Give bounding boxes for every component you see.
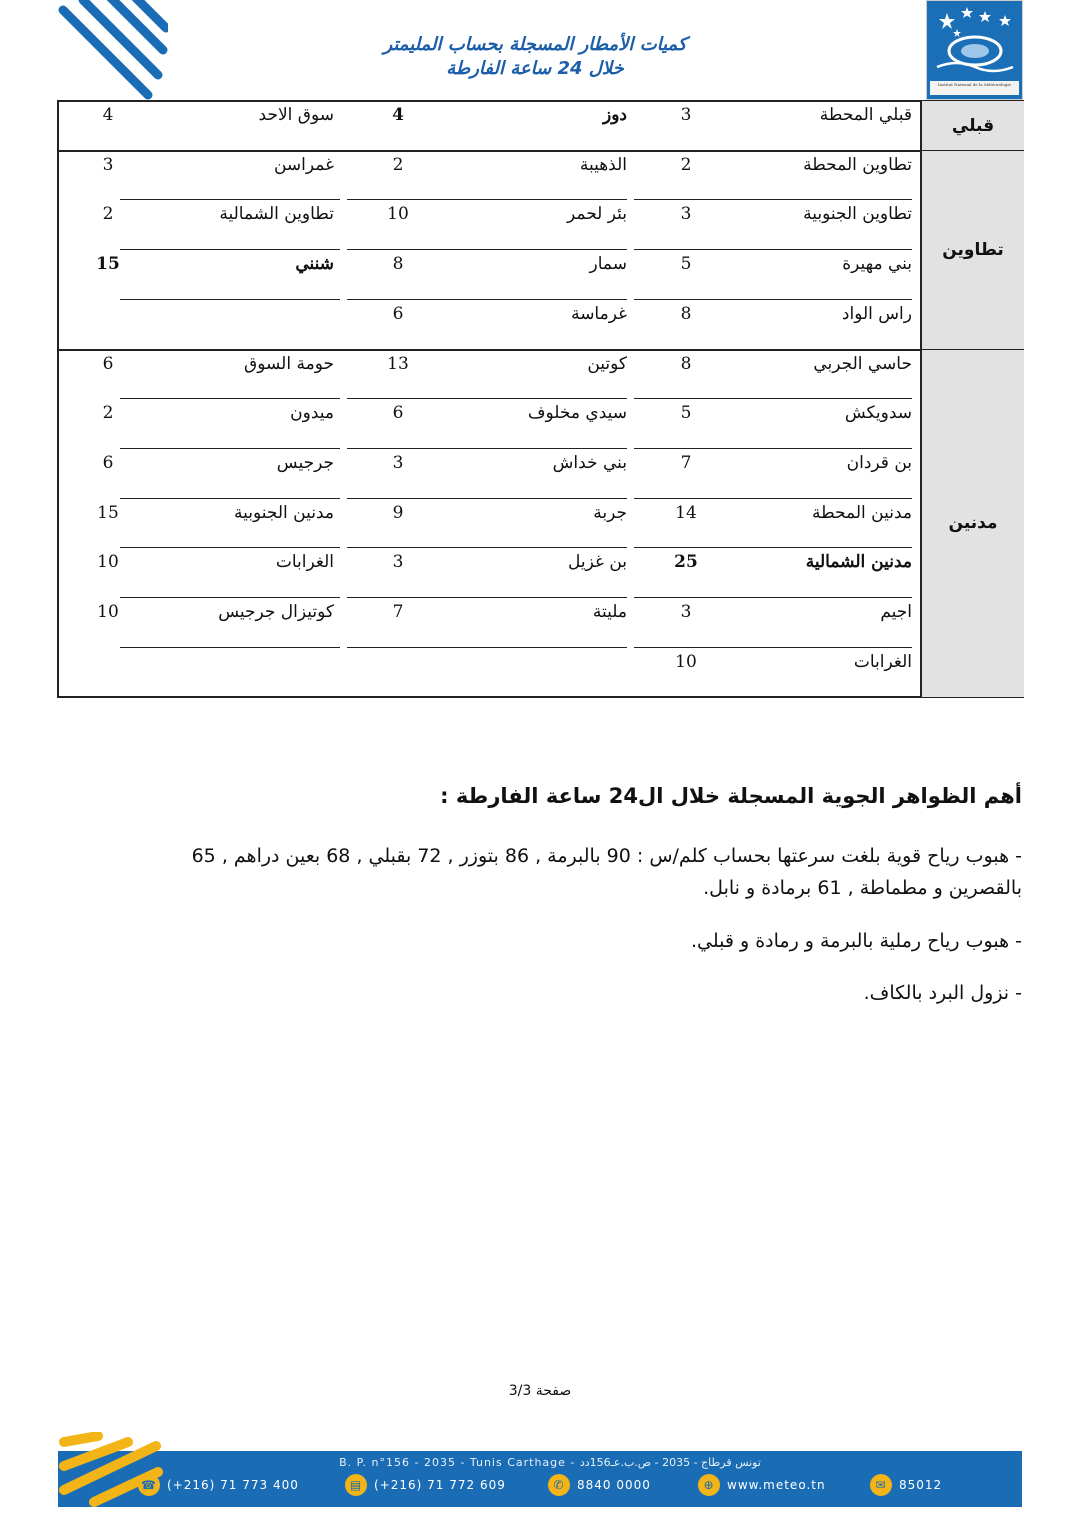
rainfall-value: 8 bbox=[392, 254, 404, 275]
row-divider bbox=[634, 448, 912, 449]
station-name: سيدي مخلوف bbox=[527, 403, 627, 424]
station-name: بئر لحمر bbox=[566, 204, 627, 225]
rainfall-value: 8 bbox=[680, 303, 692, 324]
rainfall-value: 10 bbox=[97, 552, 119, 573]
footer-address: B. P. n°156 - 2035 - Tunis Carthage - تونس قرطاج - 2035 - ص.ب.عـ156دد bbox=[339, 1456, 761, 1469]
station-name: حومة السوق bbox=[244, 353, 334, 374]
station-name: حاسي الجربي bbox=[813, 353, 912, 374]
footer-yellow-stripes bbox=[58, 1432, 168, 1508]
region-label: قبلي bbox=[920, 101, 1024, 151]
station-name: كوتيزال جرجيس bbox=[218, 602, 334, 622]
row-divider bbox=[120, 647, 340, 648]
station-name: غرماسة bbox=[571, 303, 627, 324]
station-name: غمراسن bbox=[273, 154, 334, 175]
row-divider bbox=[634, 547, 912, 548]
station-name: بن غزيل bbox=[568, 552, 627, 573]
row-divider bbox=[120, 597, 340, 598]
logo-caption: Institut National de la Météorologie bbox=[930, 81, 1019, 95]
rainfall-value: 6 bbox=[392, 403, 404, 424]
row-divider bbox=[120, 398, 340, 399]
rainfall-value: 8 bbox=[680, 353, 692, 374]
footer-website-link[interactable]: www.meteo.tn bbox=[727, 1478, 826, 1492]
rainfall-value: 6 bbox=[392, 303, 404, 324]
station-name: سدويكش bbox=[844, 403, 912, 424]
station-name: اجيم bbox=[880, 602, 912, 622]
station-name: جرجيس bbox=[276, 452, 334, 473]
phenomena-title: أهم الظواهر الجوية المسجلة خلال ال24 ساعة الفارطة : bbox=[440, 784, 1022, 808]
footer-sms-text: 85012 bbox=[899, 1478, 943, 1492]
station-name: مدنين المحطة bbox=[812, 502, 912, 523]
row-divider bbox=[634, 199, 912, 200]
row-divider bbox=[634, 498, 912, 499]
station-name: جربة bbox=[593, 502, 627, 523]
phone-icon: ☎ bbox=[138, 1474, 160, 1496]
row-divider bbox=[347, 398, 627, 399]
row-divider bbox=[347, 199, 627, 200]
rainfall-value: 10 bbox=[387, 204, 409, 225]
rainfall-value: 3 bbox=[392, 452, 404, 473]
rainfall-value: 7 bbox=[680, 452, 692, 473]
footer-phone-text: (+216) 71 773 400 bbox=[167, 1478, 299, 1492]
station-name: الذهيبة bbox=[579, 154, 627, 175]
row-divider bbox=[634, 647, 912, 648]
row-divider bbox=[347, 597, 627, 598]
station-name: بن قردان bbox=[846, 452, 912, 473]
station-name: مليتة bbox=[592, 602, 627, 622]
page-title: كميات الأمطار المسجلة بحساب المليمتر bbox=[383, 34, 687, 55]
row-divider bbox=[120, 498, 340, 499]
row-divider bbox=[634, 249, 912, 250]
rainfall-value: 3 bbox=[680, 602, 692, 622]
region-label: تطاوين bbox=[920, 151, 1024, 350]
row-divider bbox=[347, 547, 627, 548]
header-stripes bbox=[58, 0, 168, 100]
rainfall-value: 15 bbox=[97, 502, 119, 523]
rainfall-value: 2 bbox=[102, 403, 114, 424]
footer-fax-text: (+216) 71 772 609 bbox=[374, 1478, 506, 1492]
station-name: راس الواد bbox=[841, 303, 912, 324]
rainfall-value: 3 bbox=[392, 552, 404, 573]
row-divider bbox=[120, 299, 340, 300]
fax-icon: ▤ bbox=[345, 1474, 367, 1496]
footer-sms bbox=[870, 1474, 942, 1496]
station-name: تطاوين المحطة bbox=[803, 154, 912, 175]
rainfall-value: 2 bbox=[680, 154, 692, 175]
rainfall-value: 10 bbox=[675, 651, 697, 672]
station-name: سوق الاحد bbox=[258, 105, 334, 125]
globe-icon: ⊕ bbox=[698, 1474, 720, 1496]
station-name: بني خداش bbox=[552, 452, 627, 473]
station-name: مدنين الشمالية bbox=[805, 552, 912, 573]
row-divider bbox=[634, 597, 912, 598]
footer-free-number-text: 8840 0000 bbox=[577, 1478, 651, 1492]
rainfall-value: 3 bbox=[680, 105, 692, 125]
footer-phone bbox=[138, 1474, 299, 1496]
footer-website[interactable] bbox=[698, 1474, 826, 1496]
phenomenon-item: - نزول البرد بالكاف. bbox=[863, 982, 1022, 1004]
rainfall-value: 5 bbox=[680, 254, 692, 275]
region-divider bbox=[57, 150, 1024, 152]
rainfall-value: 10 bbox=[97, 602, 119, 622]
phenomenon-item: - هبوب رياح قوية بلغت سرعتها بحساب كلم/س : 90 بالبرمة , 86 بتوزر , 72 بقبلي , 68 بعين دراهم , 65 بالقصرين و مطماطة , 61 برمادة و نابل. bbox=[191, 845, 1022, 899]
row-divider bbox=[634, 398, 912, 399]
region-divider bbox=[57, 349, 1024, 351]
rainfall-value: 25 bbox=[674, 552, 698, 573]
row-divider bbox=[347, 249, 627, 250]
row-divider bbox=[347, 448, 627, 449]
chat-icon: ✆ bbox=[548, 1474, 570, 1496]
station-name: شنني bbox=[295, 254, 334, 275]
station-name: سمار bbox=[589, 254, 627, 275]
station-name: بني مهيرة bbox=[842, 254, 912, 275]
rainfall-value: 14 bbox=[675, 502, 697, 523]
phenomenon-item: - هبوب رياح رملية بالبرمة و رمادة و قبلي. bbox=[690, 930, 1022, 952]
row-divider bbox=[120, 448, 340, 449]
rainfall-value: 2 bbox=[392, 154, 404, 175]
rainfall-value: 9 bbox=[392, 502, 404, 523]
station-name: ميدون bbox=[290, 403, 334, 424]
station-name: تطاوين الشمالية bbox=[219, 204, 334, 225]
sms-icon: ✉ bbox=[870, 1474, 892, 1496]
rainfall-value: 4 bbox=[102, 105, 114, 125]
station-name: دوز bbox=[603, 105, 627, 125]
institute-logo bbox=[926, 0, 1023, 100]
footer-free-number bbox=[548, 1474, 651, 1496]
footer-fax bbox=[345, 1474, 506, 1496]
rainfall-value: 6 bbox=[102, 353, 114, 374]
rainfall-value: 13 bbox=[387, 353, 409, 374]
station-name: كوتين bbox=[587, 353, 627, 374]
rainfall-value: 15 bbox=[96, 254, 120, 275]
rainfall-value: 3 bbox=[102, 154, 114, 175]
station-name: الغرابات bbox=[275, 552, 334, 573]
rainfall-value: 5 bbox=[680, 403, 692, 424]
station-name: قبلي المحطة bbox=[819, 105, 912, 125]
rainfall-value: 3 bbox=[680, 204, 692, 225]
rainfall-value: 6 bbox=[102, 452, 114, 473]
station-name: الغرابات bbox=[853, 651, 912, 672]
row-divider bbox=[634, 299, 912, 300]
rainfall-value: 7 bbox=[392, 602, 404, 622]
row-divider bbox=[120, 249, 340, 250]
station-name: تطاوين الجنوبية bbox=[803, 204, 912, 225]
row-divider bbox=[347, 647, 627, 648]
row-divider bbox=[347, 299, 627, 300]
region-label: مدنين bbox=[920, 350, 1024, 698]
page-number: صفحة 3/3 bbox=[508, 1383, 572, 1399]
row-divider bbox=[347, 498, 627, 499]
rainfall-value: 4 bbox=[392, 105, 404, 125]
station-name: مدنين الجنوبية bbox=[234, 502, 334, 523]
logo-emblem-icon bbox=[927, 1, 1022, 81]
rainfall-value: 2 bbox=[102, 204, 114, 225]
page-subtitle: خلال 24 ساعة الفارطة bbox=[446, 58, 624, 79]
row-divider bbox=[120, 547, 340, 548]
row-divider bbox=[120, 199, 340, 200]
